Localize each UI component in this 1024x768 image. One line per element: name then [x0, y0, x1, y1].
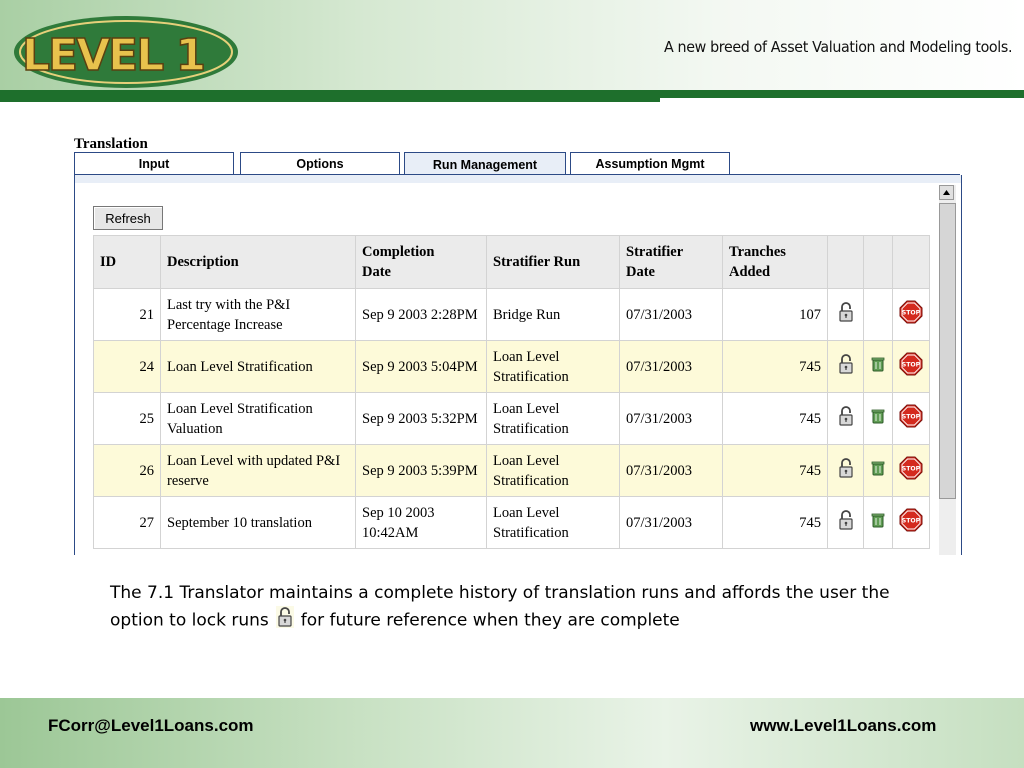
col-header-tranches-added-label: Tranches Added	[729, 244, 786, 280]
table-row[interactable]	[94, 341, 930, 393]
caption	[110, 581, 930, 636]
tab-bar	[74, 152, 960, 176]
cell-stratifier-date: 07/31/2003	[620, 341, 723, 393]
footer-email: FCorr@Level1Loans.com	[48, 716, 254, 735]
tab-assumption-mgmt[interactable]: Assumption Mgmt	[570, 152, 730, 174]
cell-tranches-added: 745	[723, 393, 828, 445]
frame-top-band	[75, 175, 961, 183]
table-row[interactable]	[94, 289, 930, 341]
cell-delete	[864, 341, 893, 393]
col-header-tranches-added	[723, 236, 828, 289]
cell-stratifier-date: 07/31/2003	[620, 497, 723, 549]
cell-lock	[828, 497, 864, 549]
caption-text-part1: The 7.1 Translator maintains a complete history of translation runs and affords the user the option to lock runs	[110, 583, 890, 631]
header-divider-accent	[0, 98, 660, 102]
cell-completion-date: Sep 9 2003 5:32PM	[356, 393, 487, 445]
cell-stratifier-run: Bridge Run	[487, 289, 620, 341]
col-header-id: ID	[94, 236, 161, 289]
table-row[interactable]	[94, 497, 930, 549]
cell-id: 21	[94, 289, 161, 341]
cell-stop	[893, 497, 930, 549]
level1-logo	[4, 6, 244, 90]
cell-completion-date: Sep 10 2003 10:42AM	[356, 497, 487, 549]
tab-options[interactable]: Options	[240, 152, 400, 174]
cell-lock	[828, 393, 864, 445]
table-header-row	[94, 236, 930, 289]
caption-text-part2: for future reference when they are complete	[300, 610, 680, 631]
lock-icon[interactable]	[836, 352, 856, 382]
col-header-completion-date-label: Completion Date	[362, 244, 435, 280]
scroll-up-button[interactable]	[939, 185, 954, 200]
cell-stratifier-date: 07/31/2003	[620, 289, 723, 341]
cell-stop	[893, 393, 930, 445]
cell-tranches-added: 745	[723, 341, 828, 393]
cell-stratifier-date: 07/31/2003	[620, 445, 723, 497]
cell-delete	[864, 289, 893, 341]
cell-lock	[828, 289, 864, 341]
lock-icon[interactable]	[836, 404, 856, 434]
stop-icon[interactable]	[899, 352, 923, 382]
cell-delete	[864, 497, 893, 549]
refresh-button[interactable]: Refresh	[93, 206, 163, 230]
cell-id: 24	[94, 341, 161, 393]
scroll-up-icon	[940, 186, 953, 199]
run-management-frame	[74, 175, 962, 555]
col-header-stop	[893, 236, 930, 289]
trash-icon[interactable]	[870, 355, 886, 379]
trash-icon[interactable]	[870, 407, 886, 431]
stop-icon[interactable]	[899, 508, 923, 538]
col-header-completion-date	[356, 236, 487, 289]
cell-tranches-added: 745	[723, 497, 828, 549]
table-row[interactable]	[94, 445, 930, 497]
cell-lock	[828, 341, 864, 393]
header-divider	[0, 90, 1024, 98]
cell-description: Loan Level Stratification	[161, 341, 356, 393]
cell-stratifier-run: Loan Level Stratification	[487, 393, 620, 445]
cell-id: 26	[94, 445, 161, 497]
lock-icon[interactable]	[836, 508, 856, 538]
tab-run-management[interactable]: Run Management	[404, 152, 566, 177]
cell-completion-date: Sep 9 2003 5:04PM	[356, 341, 487, 393]
panel-title: Translation	[74, 136, 148, 152]
cell-id: 27	[94, 497, 161, 549]
cell-stratifier-run: Loan Level Stratification	[487, 497, 620, 549]
cell-completion-date: Sep 9 2003 5:39PM	[356, 445, 487, 497]
logo-text: LEVEL 1	[22, 30, 205, 81]
stop-icon-label: STOP	[901, 413, 921, 421]
cell-delete	[864, 393, 893, 445]
lock-icon[interactable]	[836, 456, 856, 486]
col-header-description: Description	[161, 236, 356, 289]
cell-description: Loan Level with updated P&I reserve	[161, 445, 356, 497]
trash-icon[interactable]	[870, 459, 886, 483]
col-header-stratifier-run: Stratifier Run	[487, 236, 620, 289]
cell-stop	[893, 289, 930, 341]
scroll-thumb[interactable]	[939, 203, 956, 499]
cell-description: Loan Level Stratification Valuation	[161, 393, 356, 445]
table-row[interactable]	[94, 393, 930, 445]
cell-tranches-added: 745	[723, 445, 828, 497]
cell-stratifier-date: 07/31/2003	[620, 393, 723, 445]
lock-icon	[275, 605, 295, 636]
cell-id: 25	[94, 393, 161, 445]
lock-icon[interactable]	[836, 300, 856, 330]
cell-description: September 10 translation	[161, 497, 356, 549]
stop-icon-label: STOP	[901, 309, 921, 317]
col-header-stratifier-date-label: Stratifier Date	[626, 244, 683, 280]
vertical-scrollbar[interactable]	[939, 185, 956, 555]
cell-description: Last try with the P&I Percentage Increase	[161, 289, 356, 341]
stop-icon[interactable]	[899, 300, 923, 330]
stop-icon-label: STOP	[901, 465, 921, 473]
cell-completion-date: Sep 9 2003 2:28PM	[356, 289, 487, 341]
runs-table	[93, 235, 930, 549]
stop-icon[interactable]	[899, 404, 923, 434]
stop-icon[interactable]	[899, 456, 923, 486]
tagline: A new breed of Asset Valuation and Modeling tools.	[664, 38, 1013, 56]
stop-icon-label: STOP	[901, 361, 921, 369]
cell-tranches-added: 107	[723, 289, 828, 341]
cell-delete	[864, 445, 893, 497]
stop-icon-label: STOP	[901, 517, 921, 525]
cell-lock	[828, 445, 864, 497]
cell-stop	[893, 445, 930, 497]
cell-stratifier-run: Loan Level Stratification	[487, 341, 620, 393]
cell-stop	[893, 341, 930, 393]
col-header-delete	[864, 236, 893, 289]
col-header-stratifier-date	[620, 236, 723, 289]
cell-stratifier-run: Loan Level Stratification	[487, 445, 620, 497]
col-header-lock	[828, 236, 864, 289]
footer-website: www.Level1Loans.com	[750, 716, 937, 735]
tab-input[interactable]: Input	[74, 152, 234, 174]
trash-icon[interactable]	[870, 511, 886, 535]
